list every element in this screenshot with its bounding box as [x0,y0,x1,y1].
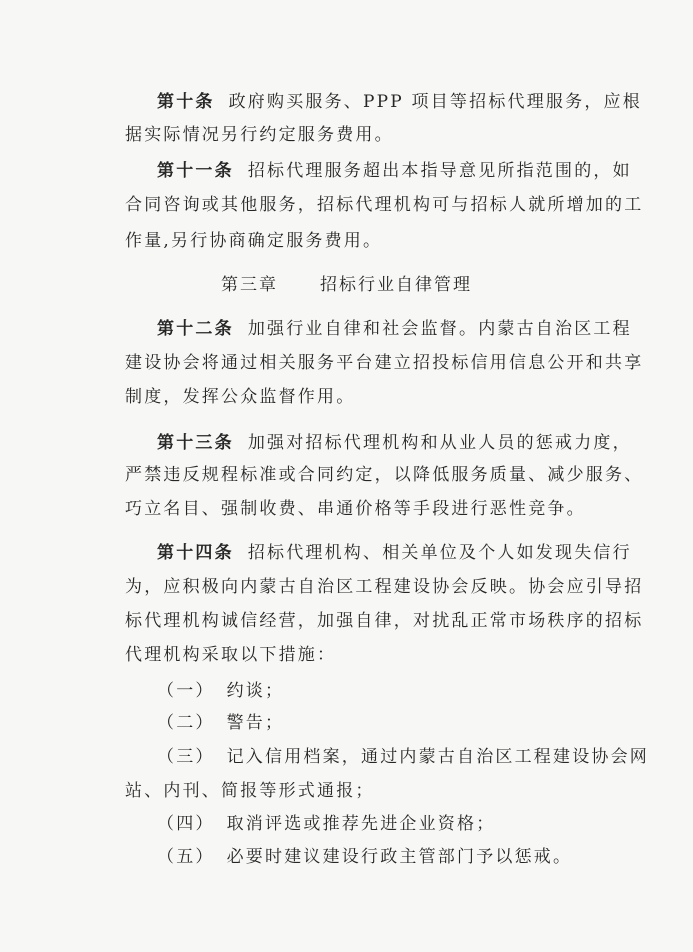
article-10-line-2: 据实际情况另行约定服务费用。 [125,125,394,145]
article-12-line-3: 制度，发挥公众监督作用。 [125,387,356,407]
article-11-text-1: 招标代理服务超出本指导意见所指范围的，如 [247,161,632,181]
article-14-line-2: 为，应积极向内蒙古自治区工程建设协会反映。协会应引导招 [125,577,644,597]
article-10-line-1 [157,91,642,113]
article-14-line-1 [157,542,632,564]
article-12-line-1 [157,318,632,340]
chapter-3-heading [0,274,693,296]
article-14-label: 第十四条 [157,543,234,563]
measure-number: （三） [157,747,215,767]
chapter-3-number: 第三章 [221,275,278,295]
measure-number: （四） [157,814,215,834]
article-11-line-3: 作量,另行协商确定服务费用。 [125,231,383,251]
measure-text: 约谈； [226,681,285,701]
article-11-label: 第十一条 [157,161,234,181]
article-11-line-1 [157,160,632,182]
article-13-text-1: 加强对招标代理机构和从业人员的惩戒力度， [247,433,632,453]
measure-text: 记入信用档案，通过内蒙古自治区工程建设协会网 [226,747,650,767]
article-14-text-1: 招标代理机构、相关单位及个人如发现失信行 [247,543,632,563]
article-14-line-4: 代理机构采取以下措施： [125,645,337,665]
article-13-line-2: 严禁违反规程标准或合同约定，以降低服务质量、减少服务、 [125,465,644,485]
article-10-text-1: 政府购买服务、PPP 项目等招标代理服务，应根 [228,92,642,112]
article-10-label: 第十条 [157,92,215,112]
article-12-line-2: 建设协会将通过相关服务平台建立招投标信用信息公开和共享 [125,353,644,373]
chapter-3-title: 招标行业自律管理 [320,275,472,295]
measure-text: 必要时建议建设行政主管部门予以惩戒。 [226,847,573,867]
measure-item-4 [157,813,495,835]
article-13-line-1 [157,432,632,454]
article-12-text-1: 加强行业自律和社会监督。内蒙古自治区工程 [247,319,632,339]
measure-number: （一） [157,681,215,701]
article-14-line-3: 标代理机构诚信经营，加强自律，对扰乱正常市场秩序的招标 [125,611,644,631]
measure-item-5 [157,846,572,868]
measure-item-2 [157,712,284,734]
measure-item-1 [157,680,284,702]
measure-number: （二） [157,713,215,733]
article-13-line-3: 巧立名目、强制收费、串通价格等手段进行恶性竞争。 [125,499,586,519]
article-11-line-2: 合同咨询或其他服务，招标代理机构可与招标人就所增加的工 [125,195,644,215]
measure-text: 警告； [226,713,285,733]
measure-number: （五） [157,847,215,867]
measure-item-3-continued: 站、内刊、简报等形式通报； [125,781,375,801]
measure-item-3 [157,746,649,768]
measure-text: 取消评选或推荐先进企业资格； [226,814,496,834]
article-13-label: 第十三条 [157,433,234,453]
article-12-label: 第十二条 [157,319,234,339]
